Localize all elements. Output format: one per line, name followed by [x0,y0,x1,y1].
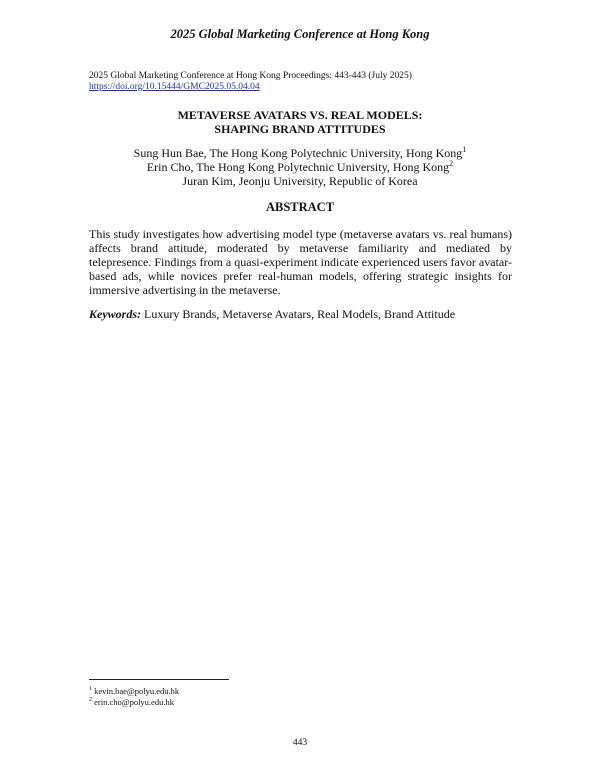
author-list [0,146,600,188]
footnote-mark: 2 [449,159,454,168]
footnote-mark: 1 [462,145,467,154]
author-affiliation: Juran Kim, Jeonju University, Republic of Korea [182,174,418,188]
footnote-email: erin.cho@polyu.edu.hk [92,696,174,707]
author-affiliation: Sung Hun Bae, The Hong Kong Polytechnic University, Hong Kong [133,146,463,160]
page-number: 443 [292,738,308,748]
abstract-heading: ABSTRACT [265,200,335,214]
author-line [0,160,600,174]
author-line [0,146,600,160]
title-line-1: METAVERSE AVATARS VS. REAL MODELS: [177,108,423,122]
keywords-text: Luxury Brands, Metaverse Avatars, Real Models, Brand Attitude [141,307,456,321]
keywords [89,307,512,321]
doi-link[interactable]: https://doi.org/10.15444/GMC2025.05.04.04 [89,82,260,92]
author-line [0,174,600,188]
footnote-mark: 2 [89,696,92,703]
keywords-label: Keywords: [89,307,141,321]
footnote-mark: 1 [89,686,92,693]
footnotes [89,686,179,707]
paper-title [0,108,600,136]
footnote-divider [89,679,229,680]
running-header: 2025 Global Marketing Conference at Hong Kong [170,27,430,41]
title-line-2: SHAPING BRAND ATTITUDES [214,122,386,136]
proceedings-citation-block [89,71,412,93]
footnote [89,697,179,708]
proceedings-citation: 2025 Global Marketing Conference at Hong Kong Proceedings: 443-443 (July 2025) [89,71,412,81]
footnote [89,686,179,697]
abstract-body: This study investigates how advertising model type (metaverse avatars vs. real humans) affects brand attitude, moderated by metaverse familiarity and mediated by telepresence. Findings from a quasi-experiment indicate experienced users favor avatar-based ads, while novices prefer real-human models, offering strategic insights for immersive advertising in the metaverse. [89,227,512,297]
author-affiliation: Erin Cho, The Hong Kong Polytechnic University, Hong Kong [146,160,450,174]
footnote-email: kevin.bae@polyu.edu.hk [92,686,180,696]
